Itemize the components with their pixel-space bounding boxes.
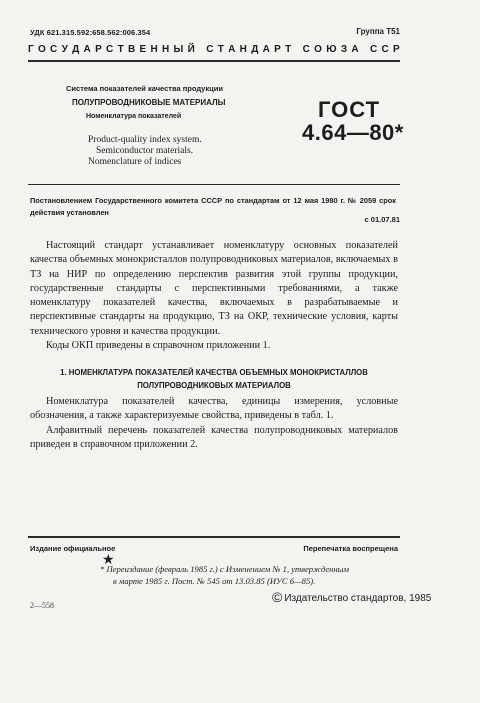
star-icon: ★ xyxy=(102,553,115,568)
alphabetical-list-paragraph: Алфавитный перечень показателей качества полупроводниковых материалов приведен в справочном приложении 2. xyxy=(30,425,398,451)
system-title-line1: Система показателей качества продукции xyxy=(66,84,223,93)
top-divider xyxy=(28,60,400,62)
state-title-letter xyxy=(296,44,299,55)
system-title-line2: ПОЛУПРОВОДНИКОВЫЕ МАТЕРИАЛЫ xyxy=(72,98,226,107)
state-title-letter: С xyxy=(369,44,378,55)
state-title-letter: Р xyxy=(274,44,281,55)
state-title-letter: Д xyxy=(251,44,259,55)
state-title-letter: Е xyxy=(139,44,147,55)
state-title-letter: Р xyxy=(95,44,102,55)
english-title-line3: Nomenclature of indices xyxy=(88,157,182,167)
reissue-note xyxy=(100,563,400,587)
state-title-letter: В xyxy=(127,44,136,55)
state-title-letter: А xyxy=(83,44,91,55)
english-title-line2: Semiconductor materials. xyxy=(96,146,194,156)
copyright-text: Издательство стандартов, 1985 xyxy=(284,593,432,604)
state-title-letter: Д xyxy=(72,44,80,55)
state-title-letter: С xyxy=(381,44,389,55)
reissue-note-line1: * Переиздание (февраль 1985 г.) с Изменением № 1, утвержденным xyxy=(100,564,349,574)
state-title-letter: Г xyxy=(28,44,34,55)
state-title-letter: А xyxy=(228,44,236,55)
state-title-letter: Ы xyxy=(173,44,184,55)
reissue-note-line2: в марте 1985 г. Пост. № 545 от 13.03.85 (ИУС 6—85). xyxy=(113,576,316,586)
state-title-letter: О xyxy=(314,44,322,55)
state-title-letter: З xyxy=(340,44,348,55)
middle-divider xyxy=(28,184,400,185)
state-title-letter: Т xyxy=(285,44,292,55)
state-title-letter xyxy=(199,44,202,55)
state-title-letter: Р xyxy=(393,44,400,55)
state-title-letter: Т xyxy=(217,44,224,55)
state-title-letter: А xyxy=(351,44,359,55)
state-title-letter: У xyxy=(61,44,68,55)
intro-paragraph: Настоящий стандарт устанавливает номенклатуру основных показателей качества объемных монокристаллов полупроводниковых материалов, включаемых в ТЗ на НИР по определению перспектив развития этой группы продукции, государственные стандарты с перспективными требованиями, а также номенклатуру показателей качества, включаемых в разрабатываемые и перспективные стандарты на продукцию, ТЗ на ОКР, технические условия, карты технического уровня и качества продукции. xyxy=(30,240,398,337)
system-title-line3: Номенклатура показателей xyxy=(86,113,182,120)
system-title-block xyxy=(62,82,272,124)
effective-date: с 01.07.81 xyxy=(364,215,400,224)
state-title-letter: О xyxy=(37,44,46,55)
group-code: Группа Т51 xyxy=(356,27,400,36)
english-title-line1: Product-quality index system. xyxy=(88,135,202,145)
gost-label: ГОСТ xyxy=(318,97,381,122)
state-title-letter: С xyxy=(106,44,114,55)
okp-paragraph: Коды ОКП приведены в справочном приложении 1. xyxy=(46,340,271,351)
state-title-letter: Й xyxy=(187,44,195,55)
reprint-forbidden-label: Перепечатка воспрещена xyxy=(303,544,398,553)
english-title-block xyxy=(88,135,258,168)
state-title-letter: Т xyxy=(117,44,124,55)
gost-number: 4.64—80* xyxy=(302,120,404,145)
official-edition-label: Издание официальное xyxy=(30,544,116,553)
section-heading: 1. НОМЕНКЛАТУРА ПОКАЗАТЕЛЕЙ КАЧЕСТВА ОБЪЕМНЫХ МОНОКРИСТАЛЛОВ ПОЛУПРОВОДНИКОВЫХ МАТЕРИАЛОВ xyxy=(60,368,368,390)
state-title-letter xyxy=(363,44,366,55)
bottom-divider xyxy=(28,536,400,538)
state-title-letter: С xyxy=(302,44,310,55)
state-title-letter: С xyxy=(50,44,58,55)
state-title-letter: С xyxy=(206,44,214,55)
state-title-letter: Н xyxy=(150,44,158,55)
state-title-letter: Ю xyxy=(326,44,337,55)
copyright-icon: © xyxy=(272,589,283,605)
state-title-letter: А xyxy=(262,44,270,55)
state-title-letter: Н xyxy=(162,44,170,55)
state-standard-title xyxy=(28,44,400,55)
state-title-letter: Н xyxy=(239,44,247,55)
udc-code: УДК 621.315.592:658.562:006.354 xyxy=(30,28,151,37)
publisher-copyright xyxy=(272,589,431,605)
nomenclature-paragraph: Номенклатура показателей качества, единицы измерения, условные обозначения, а также характеризуемые свойства, приведены в табл. 1. xyxy=(30,396,398,422)
decree-text: Постановлением Государственного комитета СССР по стандартам от 12 мая 1980 г. № 2059 срок действия установлен xyxy=(30,196,396,217)
page-code: 2—558 xyxy=(30,601,54,610)
